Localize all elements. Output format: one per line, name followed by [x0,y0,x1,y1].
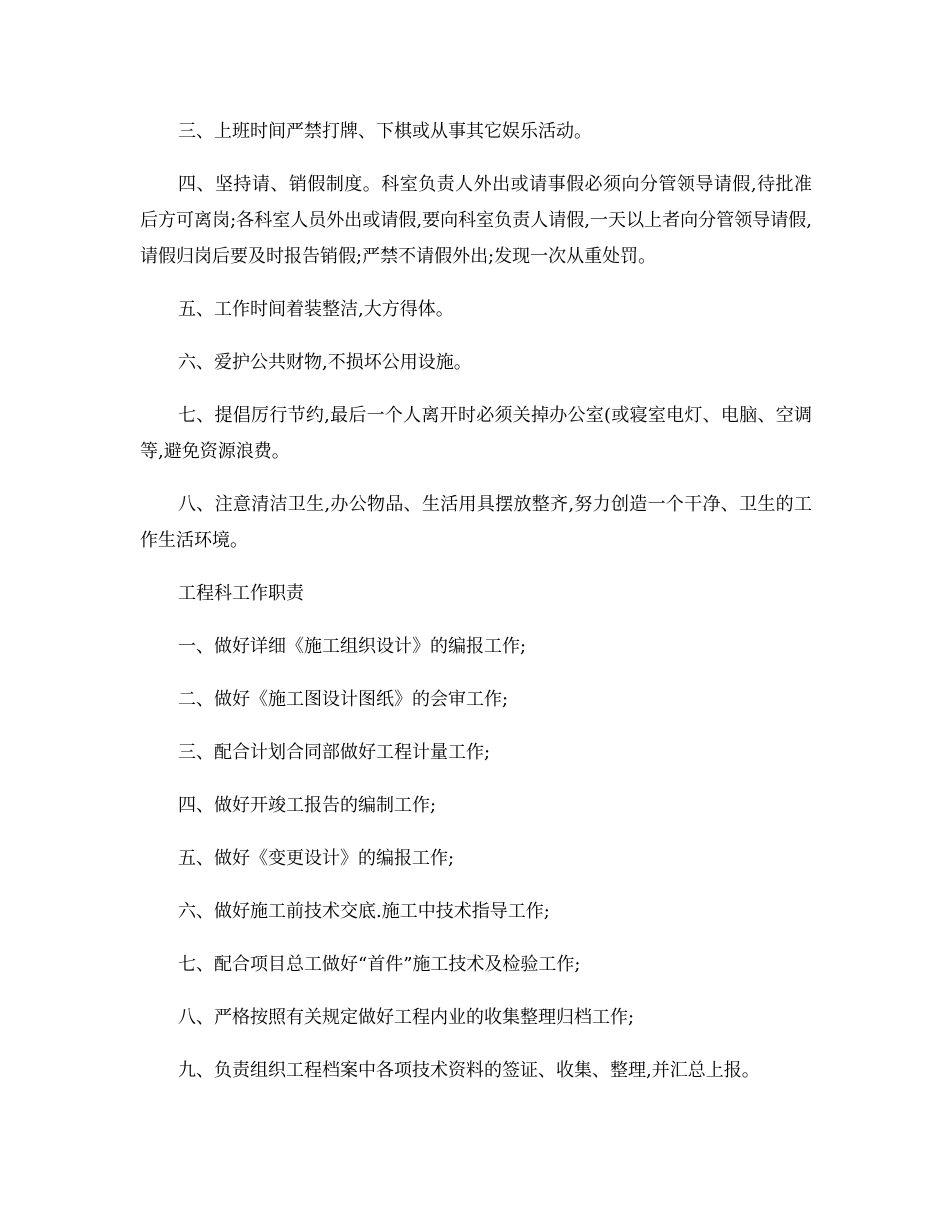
duty-item-4: 四、做好开竣工报告的编制工作; [178,795,437,816]
document-body [140,114,812,1106]
duty-item-1: 一、做好详细《施工组织设计》的编报工作; [178,636,527,657]
duty-item-9: 九、负责组织工程档案中各项技术资料的签证、收集、整理,并汇总上报。 [178,1060,760,1081]
duty-item-2: 二、做好《施工图设计图纸》的会审工作; [178,689,509,710]
rule-item-8: 八、注意清洁卫生,办公物品、生活用具摆放整齐,努力创造一个干净、卫生的工作生活环境。 [140,494,812,551]
duty-item-6: 六、做好施工前技术交底.施工中技术指导工作; [178,901,550,922]
rule-item-7: 七、提倡厉行节约,最后一个人离开时必须关掉办公室(或寝室电灯、电脑、空调等,避免资源浪费。 [140,405,812,462]
section-heading: 工程科工作职责 [178,583,304,604]
rule-item-6: 六、爱护公共财物,不损坏公用设施。 [178,352,472,373]
duty-item-3: 三、配合计划合同部做好工程计量工作; [178,742,491,763]
rule-item-3: 三、上班时间严禁打牌、下棋或从事其它娱乐活动。 [178,121,592,142]
duty-item-7: 七、配合项目总工做好“首件”施工技术及检验工作; [178,954,581,975]
rule-item-4: 四、坚持请、销假制度。科室负责人外出或请事假必须向分管领导请假,待批准后方可离岗;各科室人员外出或请假,要向科室负责人请假,一天以上者向分管领导请假,请假归岗后要及时报告销假;严禁不请假外出;发现一次从重处罚。 [140,174,812,267]
rule-item-5: 五、工作时间着装整洁,大方得体。 [178,299,454,320]
duty-item-8: 八、严格按照有关规定做好工程内业的收集整理归档工作; [178,1007,635,1028]
duty-item-5: 五、做好《变更设计》的编报工作; [178,848,455,869]
